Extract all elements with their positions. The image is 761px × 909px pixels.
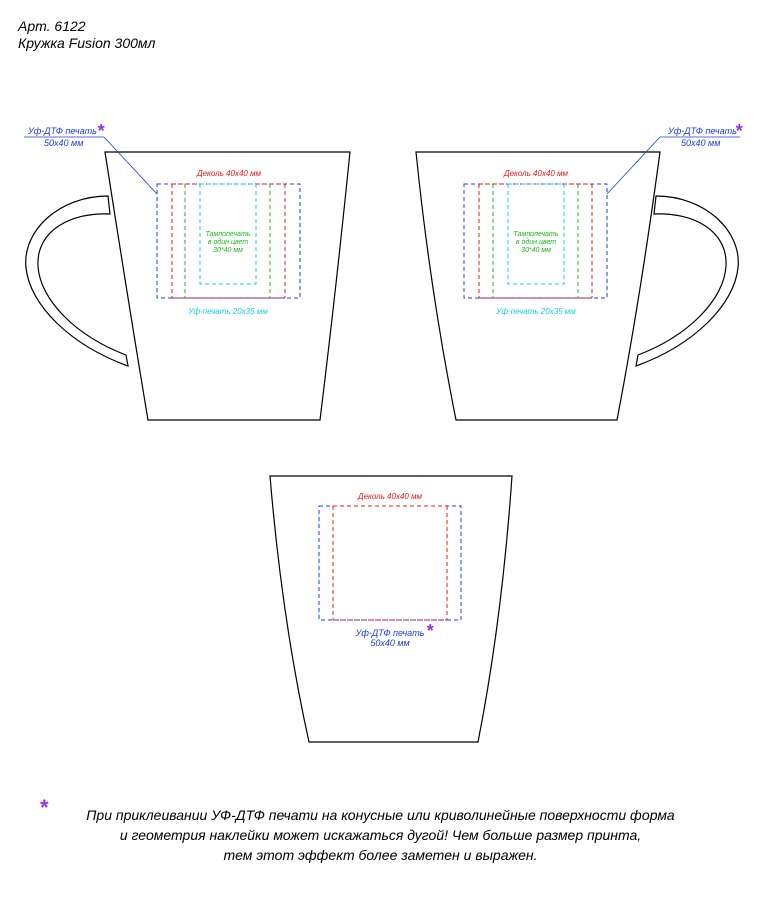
pad-print-label-1: Тампопечать [205, 231, 251, 238]
mug-body-outline [270, 476, 512, 742]
product-title: Кружка Fusion 300мл [18, 35, 156, 51]
footnote-line-3: тем этот эффект более заметен и выражен. [223, 847, 538, 863]
uv-dtf-size-label: 50х40 мм [44, 138, 84, 148]
mug-body-outline [416, 152, 660, 420]
pad-print-label-2: в один цвет [207, 239, 249, 246]
mug-front-view [270, 476, 512, 742]
decal-label: Деколь 40х40 мм [357, 492, 423, 501]
uv-dtf-star: * [426, 621, 434, 641]
uv-print-label: Уф-печать 20х35 мм [496, 307, 576, 316]
article-number: Арт. 6122 [18, 18, 86, 34]
uv-dtf-star: * [97, 121, 105, 141]
uv-dtf-star: * [735, 121, 743, 141]
footnote-line-2: и геометрия наклейки может искажаться дугой! Чем больше размер принта, [119, 827, 642, 843]
pad-print-label-2: в один цвет [515, 239, 557, 246]
uv-dtf-size-label: 50х40 мм [681, 138, 721, 148]
footnote-star: * [40, 795, 49, 820]
uv-dtf-label: Уф-ДТФ печать [355, 628, 425, 638]
mug-body-outline [105, 152, 350, 420]
footnote-line-1: При приклеивании УФ-ДТФ печати на конусные или криволинейные поверхности форма [86, 807, 675, 823]
mug-left-view [24, 121, 350, 420]
uv-dtf-label: Уф-ДТФ печать [668, 126, 737, 136]
pad-print-label-1: Тампопечать [513, 231, 559, 238]
uv-dtf-area [319, 506, 461, 620]
uv-print-label: Уф-печать 20х35 мм [188, 307, 268, 316]
decal-label: Деколь 40х40 мм [196, 169, 262, 178]
mug-handle-outline [26, 196, 128, 366]
pad-print-label-3: 30*40 мм [213, 247, 243, 254]
mug-handle-outline [636, 196, 738, 366]
mug-right-view [416, 121, 743, 420]
decal-label: Деколь 40х40 мм [503, 169, 569, 178]
uv-dtf-size-label: 50х40 мм [370, 638, 410, 648]
pad-print-label-3: 30*40 мм [521, 247, 551, 254]
uv-dtf-label: Уф-ДТФ печать [28, 126, 97, 136]
